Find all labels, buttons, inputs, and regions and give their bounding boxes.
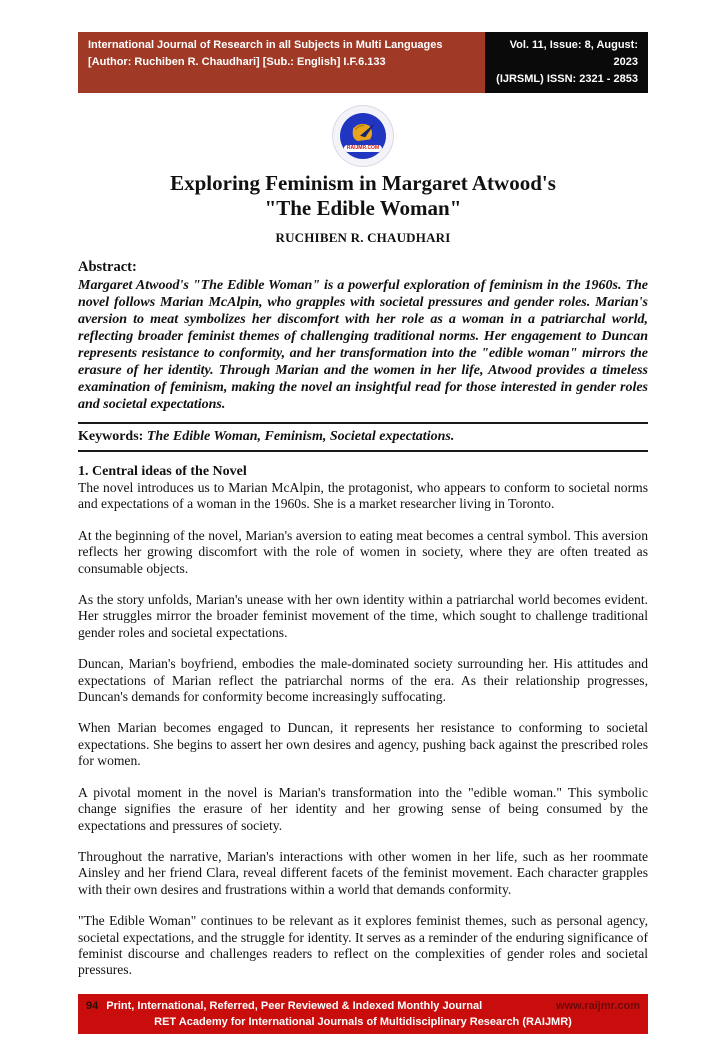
body-paragraph: "The Edible Woman" continues to be relevant as it explores feminist themes, such as personal agency, societal expectations, and the struggle for identity. It serves as a reminder of the enduring significance of feminist discourse and challenges readers to reflect on the complexities of gender roles and societal pressures. bbox=[78, 913, 648, 978]
section-heading: 1. Central ideas of the Novel bbox=[78, 464, 247, 479]
paper-author: RUCHIBEN R. CHAUDHARI bbox=[275, 230, 451, 245]
abstract-text: Margaret Atwood's "The Edible Woman" is a powerful exploration of feminism in the 1960s. The novel follows Marian McAlpin, who grapples with societal pressures and gender roles. Marian's aversion to meat symbolizes her discomfort with her role as a woman in a patriarchal world, reflecting broader feminist themes of challenging traditional norms. Her engagement to Duncan represents resistance to conformity, and her transformation into the "edible woman" mirrors the erasure of her identity. Through Marian and the women in her life, Atwood provides a timeless examination of feminism, making the novel an insightful read for those interested in gender roles and societal expectations. bbox=[78, 278, 648, 412]
abstract-heading: Abstract: bbox=[78, 259, 137, 275]
body-paragraph: Throughout the narrative, Marian's interactions with other women in her life, such as her roommate Ainsley and her friend Clara, reveal different facets of the feminist movement. Each character grapples with their own desires and frustrations within a world that demands conformity. bbox=[78, 848, 648, 897]
body-paragraph: Duncan, Marian's boyfriend, embodies the male-dominated society surrounding her. His attitudes and expectations of Marian reflect the patriarchal norms of the era. As their relationship progresses, Duncan's demands for conformity become increasingly suffocating. bbox=[78, 656, 648, 705]
body-paragraph: When Marian becomes engaged to Duncan, it represents her resistance to conforming to societal expectations. She begins to assert her own desires and agency, pushing back against the prescribed roles for women. bbox=[78, 720, 648, 769]
masthead-journal-info bbox=[78, 32, 485, 93]
body-paragraph: At the beginning of the novel, Marian's aversion to eating meat becomes a central symbol. This aversion reflects her growing discomfort with the role of women in society, where they are often treated as consumable objects. bbox=[78, 527, 648, 576]
paper-title-line2: "The Edible Woman" bbox=[264, 196, 462, 220]
footer-journal-type: Print, International, Referred, Peer Reviewed & Indexed Monthly Journal bbox=[106, 999, 483, 1012]
paper-title-line1: Exploring Feminism in Margaret Atwood's bbox=[170, 171, 556, 195]
footer-publisher: RET Academy for International Journals of Multidisciplinary Research (RAIJMR) bbox=[154, 1015, 572, 1028]
journal-website: www.raijmr.com bbox=[556, 999, 640, 1012]
body-paragraph: The novel introduces us to Marian McAlpin, the protagonist, who appears to conform to societal norms and expectations of a woman in the 1960s. She is a market researcher living in Toronto. bbox=[78, 480, 648, 512]
keywords-row bbox=[78, 422, 648, 452]
raijmr-logo-icon bbox=[332, 105, 394, 167]
footer-line1 bbox=[86, 998, 640, 1014]
issn-text: (IJRSML) ISSN: 2321 - 2853 bbox=[496, 73, 638, 85]
journal-page bbox=[0, 32, 724, 1056]
journal-name: International Journal of Research in all Subjects in Multi Languages bbox=[88, 39, 443, 51]
volume-issue-text: Vol. 11, Issue: 8, August: 2023 bbox=[509, 39, 638, 68]
body-paragraph: As the story unfolds, Marian's unease with her own identity within a patriarchal world becomes evident. Her struggles mirror the broader feminist movement of the time, which sought to challenge traditional gender roles and societal expectations. bbox=[78, 592, 648, 640]
masthead-issue-info bbox=[485, 32, 648, 93]
journal-footer bbox=[78, 994, 648, 1034]
journal-masthead bbox=[78, 32, 648, 93]
logo-container bbox=[78, 105, 648, 167]
keywords-label: Keywords: bbox=[78, 429, 144, 444]
keywords-text: The Edible Woman, Feminism, Societal expectations. bbox=[146, 429, 455, 444]
page-number: 94 bbox=[86, 999, 99, 1012]
body-paragraph: A pivotal moment in the novel is Marian's transformation into the "edible woman." This symbolic change signifies the erasure of her identity and her growing sense of being consumed by the expectations and pressures of society. bbox=[78, 784, 648, 833]
raijmr-logo-disc bbox=[340, 113, 386, 159]
logo-label: RAIJMR.COM bbox=[344, 145, 382, 152]
scroll-quill-icon bbox=[348, 119, 378, 145]
paper-title bbox=[78, 171, 648, 221]
author-subject-line: [Author: Ruchiben R. Chaudhari] [Sub.: English] I.F.6.133 bbox=[88, 56, 386, 68]
